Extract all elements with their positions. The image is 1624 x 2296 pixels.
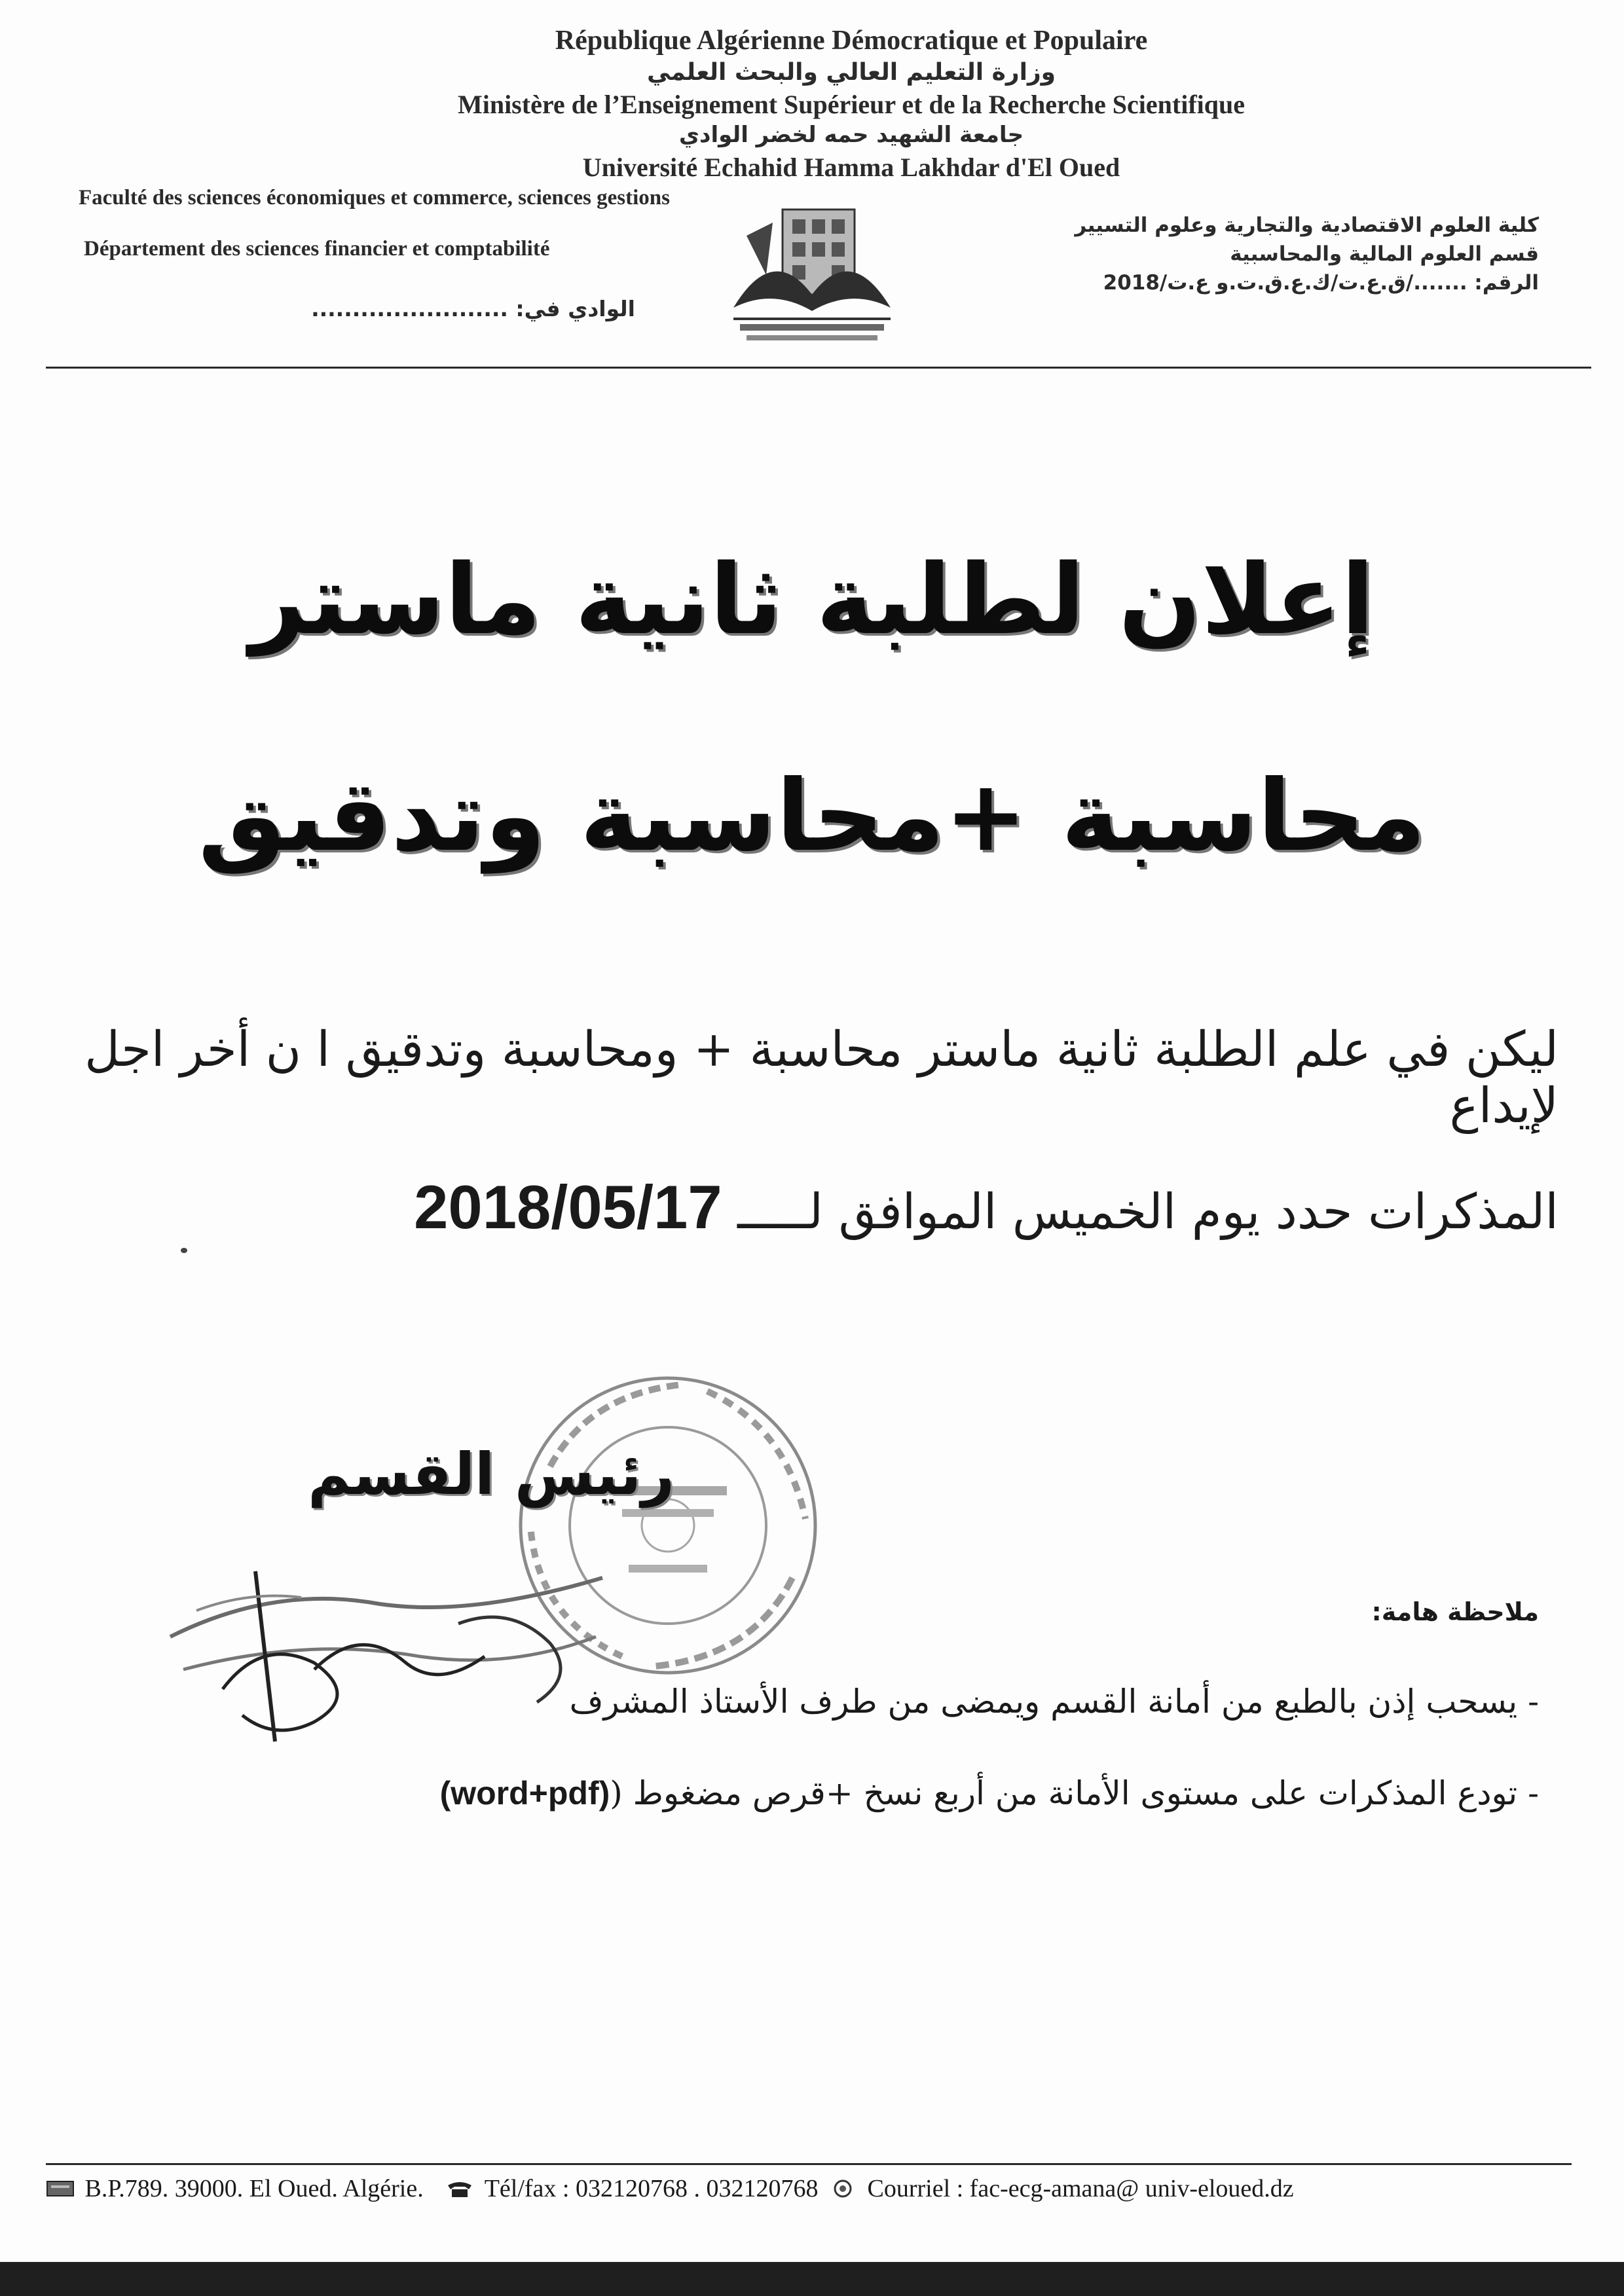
department-head-title: رئيس القسم <box>308 1440 674 1508</box>
ministry-fr: Ministère de l’Enseignement Supérieur et de la Recherche Scientifique <box>457 90 1246 119</box>
footer-telfax: Tél/fax : 032120768 . 032120768 <box>484 2175 819 2203</box>
footer-address: B.P.789. 39000. El Oued. Algérie. <box>84 2175 424 2203</box>
department-ar-text: قسم العلوم المالية والمحاسبية <box>1230 242 1539 266</box>
university-fr: Université Echahid Hamma Lakhdar d'El Oued <box>582 153 1120 182</box>
faculty-fr: Faculté des sciences économiques et commerce, sciences gestions <box>79 186 670 210</box>
announcement-title-line1: إعلان لطلبة ثانية ماستر <box>249 543 1375 656</box>
footer-contact <box>46 2172 1578 2212</box>
ministry-ar: وزارة التعليم العالي والبحث العلمي <box>646 59 1056 86</box>
university-logo-icon <box>720 196 904 354</box>
note-item-2-text: - تودع المذكرات على مستوى الأمانة من أربع نسخ +قرص مضغوط ( <box>610 1774 1539 1812</box>
faculty-ar <box>950 211 1539 268</box>
scan-speck <box>181 1248 187 1253</box>
announcement-title-line2: محاسبة +محاسبة وتدقيق <box>198 759 1426 873</box>
mailbox-icon <box>46 2179 75 2198</box>
phone-icon <box>445 2179 474 2198</box>
faculty-ar-text: كلية العلوم الاقتصادية والتجارية وعلوم التسيير <box>1075 213 1539 237</box>
body-line2-text: المذكرات حدد يوم الخميس الموافق لـــــ <box>737 1184 1559 1240</box>
announcement-body-line2 <box>52 1172 1559 1243</box>
footer-divider <box>46 2163 1572 2165</box>
date-place-field: الوادي في: ........................ <box>311 296 635 321</box>
reference-number: الرقم: ......./ق.ع.ت/ك.ع.ق.ت.و ع.ت/2018 <box>1103 271 1539 295</box>
note-item-2 <box>229 1774 1539 1812</box>
deadline-date: 2018/05/17 <box>414 1173 722 1241</box>
university-ar: جامعة الشهيد حمه لخضر الوادي <box>678 122 1024 148</box>
scan-edge-bar <box>0 2262 1624 2296</box>
important-note-label: ملاحظة هامة: <box>1371 1597 1539 1626</box>
republic-fr: République Algérienne Démocratique et Populaire <box>555 26 1148 56</box>
department-fr: Département des sciences financier et comptabilité <box>84 237 550 261</box>
note-item-1: - يسحب إذن بالطبع من أمانة القسم ويمضى من طرف الأستاذ المشرف <box>569 1683 1539 1721</box>
announcement-body-line1: ليكن في علم الطلبة ثانية ماستر محاسبة + ومحاسبة وتدقيق ا ن أخر اجل لإيداع <box>84 1021 1559 1134</box>
email-icon <box>828 2179 857 2198</box>
header-divider <box>46 367 1591 369</box>
file-format-label: (word+pdf) <box>439 1775 610 1812</box>
footer-email: Courriel : fac-ecg-amana@ univ-eloued.dz <box>867 2175 1294 2203</box>
